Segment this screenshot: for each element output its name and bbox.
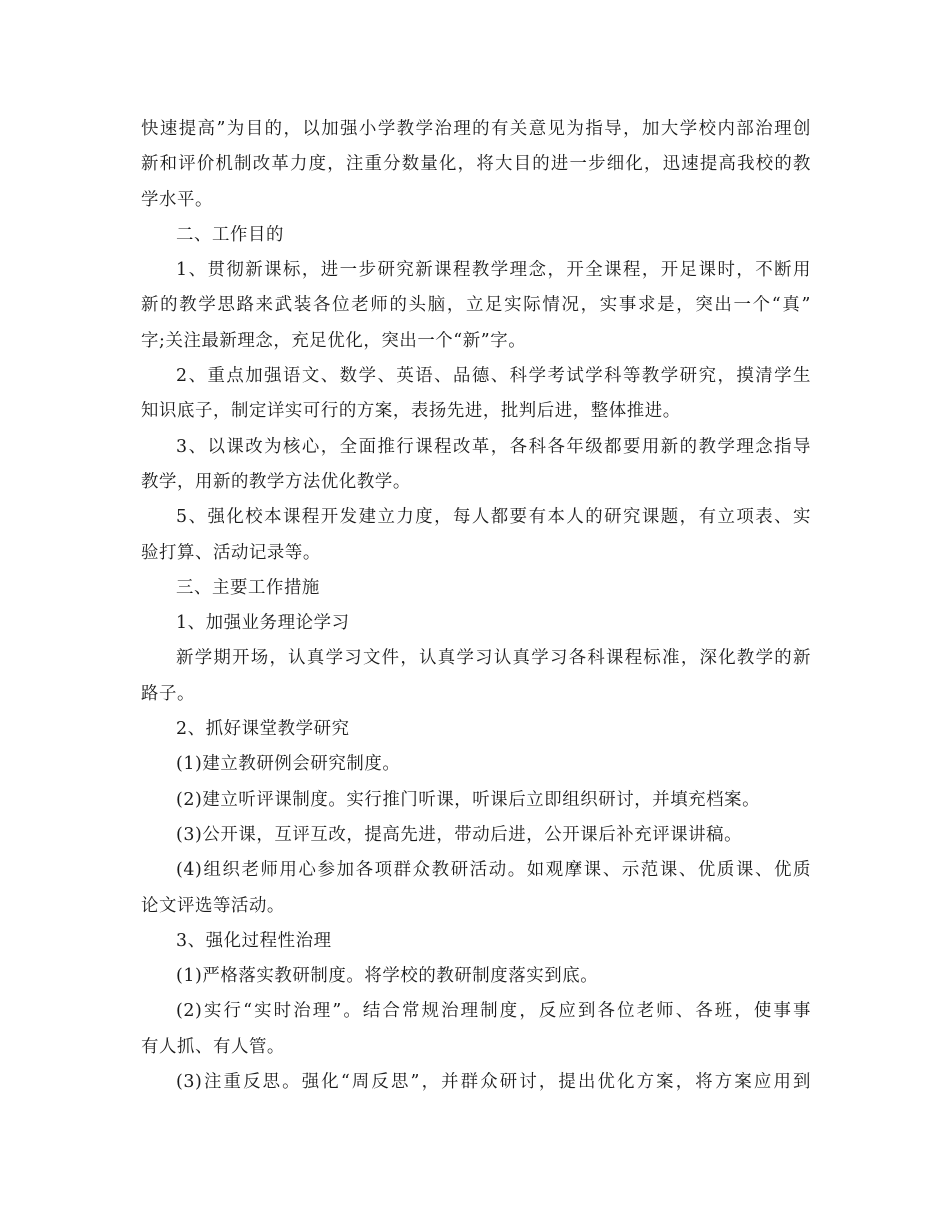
text-line: 论文评选等活动。: [141, 895, 285, 916]
text-line: 二、工作目的: [176, 224, 284, 245]
text-line: 有人抓、有人管。: [141, 1036, 285, 1057]
text-line: (3)注重反思。强化“周反思”，并群众研讨，提出优化方案，将方案应用到: [176, 1072, 811, 1093]
text-line: 3、强化过程性治理: [176, 930, 332, 951]
text-line: (2)实行“实时治理”。结合常规治理制度，反应到各位老师、各班，使事事: [176, 1001, 811, 1022]
text-line: 快速提高”为目的，以加强小学教学治理的有关意见为指导，加大学校内部治理创: [141, 119, 811, 139]
text-line: 5、强化校本课程开发建立力度，每人都要有本人的研究课题，有立项表、实: [176, 507, 811, 528]
text-line: (1)严格落实教研制度。将学校的教研制度落实到底。: [176, 966, 599, 987]
document-body: [141, 112, 811, 1100]
text-line: (2)建立听评课制度。实行推门听课，听课后立即组织研讨，并填充档案。: [176, 789, 761, 810]
text-line: (4)组织老师用心参加各项群众教研活动。如观摩课、示范课、优质课、优质: [176, 860, 811, 881]
text-line: 教学，用新的教学方法优化教学。: [141, 471, 411, 492]
text-line: (1)建立教研例会研究制度。: [176, 754, 401, 775]
text-line: 学水平。: [141, 189, 213, 210]
text-line: 验打算、活动记录等。: [141, 542, 321, 563]
text-line: 3、以课改为核心，全面推行课程改革，各科各年级都要用新的教学理念指导: [176, 436, 811, 457]
text-line: 1、贯彻新课标，进一步研究新课程教学理念，开全课程，开足课时，不断用: [176, 260, 811, 281]
text-line: 三、主要工作措施: [176, 577, 320, 598]
text-line: (3)公开课，互评互改，提高先进，带动后进，公开课后补充评课讲稿。: [176, 824, 743, 845]
text-line: 字;关注最新理念，充足优化，突出一个“新”字。: [141, 330, 527, 351]
text-line: 1、加强业务理论学习: [176, 613, 350, 634]
text-line: 知识底子，制定详实可行的方案，表扬先进，批判后进，整体推进。: [141, 401, 681, 422]
text-line: 新学期开场，认真学习文件，认真学习认真学习各科课程标准，深化教学的新: [176, 648, 811, 669]
text-line: 路子。: [141, 683, 195, 704]
text-line: 2、重点加强语文、数学、英语、品德、科学考试学科等教学研究，摸清学生: [176, 366, 811, 387]
text-line: 新和评价机制改革力度，注重分数量化，将大目的进一步细化，迅速提高我校的教: [141, 154, 811, 175]
text-line: 新的教学思路来武装各位老师的头脑，立足实际情况，实事求是，突出一个“真”: [141, 295, 811, 316]
text-line: 2、抓好课堂教学研究: [176, 719, 350, 740]
